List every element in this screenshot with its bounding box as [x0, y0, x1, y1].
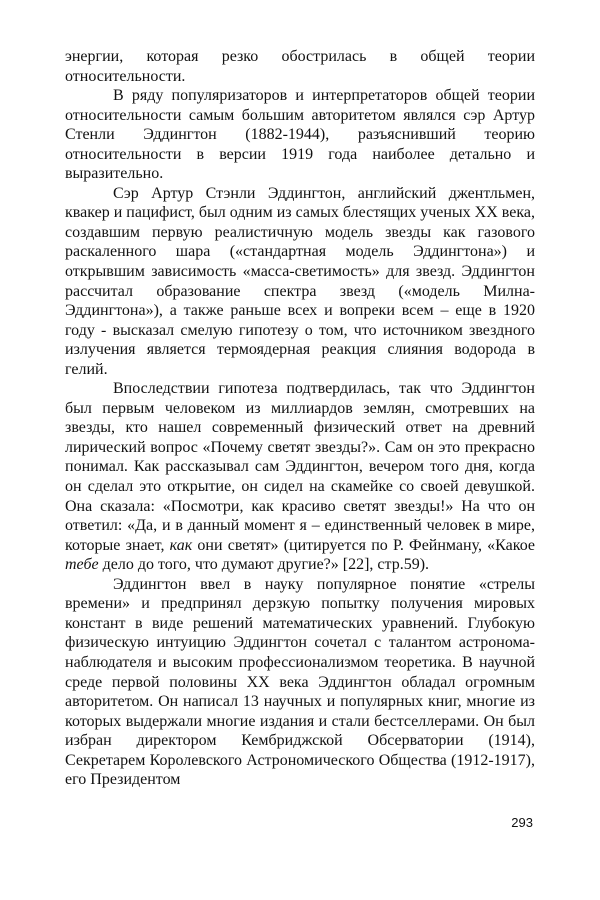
body-text	[65, 47, 535, 790]
paragraph-arrow-of-time: Эддингтон ввел в науку популярное понятие «стрелы времени» и предпринял дерзкую попытку получения мировых констант в виде решений математических уравнений. Глубокую физическую интуицию Эддингтон сочетал с талантом астронома-наблюдателя и высоким профессионализмом теоретика. В научной среде первой половины XX века Эддингтон обладал огромным авторитетом. Он написал 13 научных и популярных книг, многие из которых выдержали многие издания и стали бестселлерами. Он был избран директором Кембриджской Обсерватории (1914), Секретарем Королевского Астрономического Общества (1912-1917), его Президентом	[65, 575, 535, 789]
text-segment: Впоследствии гипотеза подтвердилась, так что Эддингтон был первым человеком из миллиардов землян, смотревших на звезды, кто нашел современный физический ответ на древний лирический вопрос «Почему светят звезды?». Сам он это прекрасно понимал. Как рассказывал сам Эддингтон, вечером того дня, когда он сделал это открытие, он сидел на скамейке со своей девушкой. Она сказала: «Посмотри, как красиво светят звезды!» На что он ответил: «Да, и в данный момент я – единственный человек в мире, которые знает,	[65, 380, 535, 554]
page-number: 293	[511, 815, 533, 830]
italic-word-tebe: тебе	[65, 556, 99, 574]
paragraph-why-stars-shine	[65, 379, 535, 574]
text-segment: дело до того, что думают другие?» [22], стр.59).	[98, 556, 430, 574]
paragraph-continuation: энергии, которая резко обострилась в общей теории относительности.	[65, 48, 535, 85]
italic-word-kak: как	[169, 536, 193, 554]
paragraph-eddington-bio: Сэр Артур Стэнли Эддингтон, английский джентльмен, квакер и пацифист, был одним из самых блестящих ученых XX века, создавшим первую реалистичную модель звезды как газового раскаленного шара («стандартная модель Эддингтона») и открывшим зависимость «масса-светимость» для звезд. Эддингтон рассчитал образование спектра звезд («модель Милна-Эддингтона»), а также раньше всех и вопреки всем – еще в 1920 году - высказал смелую гипотезу о том, что источником звездного излучения является термоядерная реакция слияния водорода в гелий.	[65, 184, 535, 378]
paragraph-popularizers: В ряду популяризаторов и интерпретаторов общей теории относительности самым большим авторитетом являлся сэр Артур Стенли Эддингтон (1882-1944), разъяснивший теорию относительности в версии 1919 года наиболее детально и выразительно.	[65, 87, 535, 183]
text-segment: они светят» (цитируется по Р. Фейнману, «Какое	[192, 536, 536, 554]
